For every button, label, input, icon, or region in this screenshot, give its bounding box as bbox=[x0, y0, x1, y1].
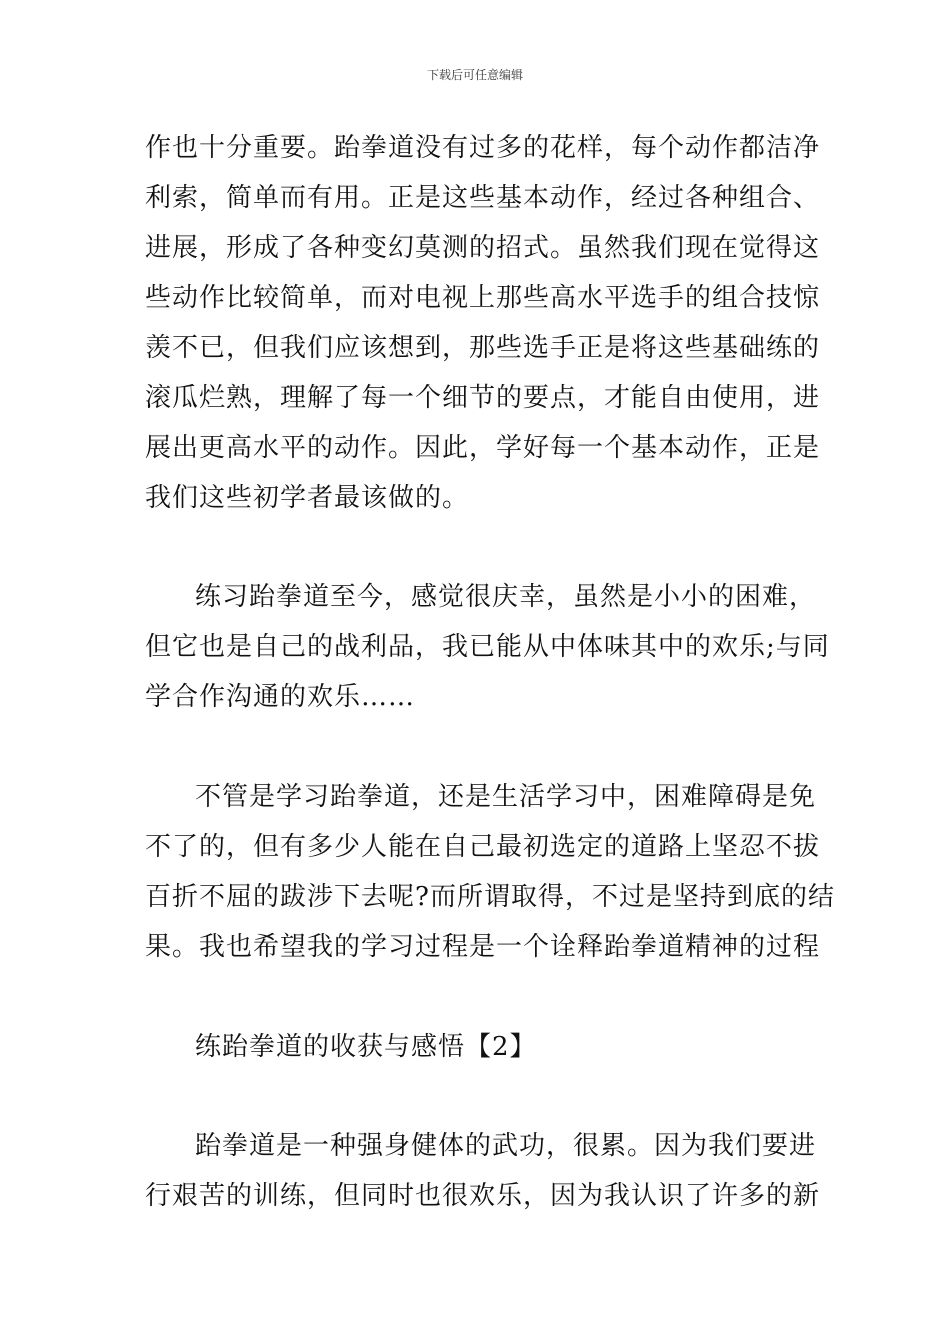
text-line: 不管是学习跆拳道，还是生活学习中，困难障碍是免 bbox=[195, 782, 817, 812]
text-line: 进展，形成了各种变幻莫测的招式。虽然我们现在觉得这 bbox=[145, 233, 821, 263]
text-line: 我们这些初学者最该做的。 bbox=[145, 483, 470, 513]
text-line: 羡不已，但我们应该想到，那些选手正是将这些基础练的 bbox=[145, 333, 821, 363]
text-line: 跆拳道是一种强身健体的武功，很累。因为我们要进 bbox=[195, 1131, 817, 1161]
text-line: 作也十分重要。跆拳道没有过多的花样，每个动作都洁净 bbox=[145, 133, 821, 163]
text-line: 行艰苦的训练，但同时也很欢乐，因为我认识了许多的新 bbox=[145, 1181, 821, 1211]
text-line: 百折不屈的跋涉下去呢?而所谓取得，不过是坚持到底的结 bbox=[145, 882, 835, 912]
section-heading: 练跆拳道的收获与感悟【2】 bbox=[195, 1032, 537, 1062]
text-line: 滚瓜烂熟，理解了每一个细节的要点，才能自由使用，进 bbox=[145, 383, 821, 413]
page-header: 下载后可任意编辑 bbox=[426, 68, 523, 82]
text-line: 练习跆拳道至今，感觉很庆幸，虽然是小小的困难， bbox=[195, 582, 817, 612]
text-line: 学合作沟通的欢乐…… bbox=[145, 682, 416, 712]
text-line: 不了的，但有多少人能在自己最初选定的道路上坚忍不拔 bbox=[145, 832, 821, 862]
text-line: 些动作比较简单，而对电视上那些高水平选手的组合技惊 bbox=[145, 283, 821, 313]
text-line: 但它也是自己的战利品，我已能从中体味其中的欢乐;与同 bbox=[145, 632, 830, 662]
text-line: 利索，简单而有用。正是这些基本动作，经过各种组合、 bbox=[145, 183, 821, 213]
text-line: 果。我也希望我的学习过程是一个诠释跆拳道精神的过程 bbox=[145, 932, 821, 962]
text-line: 展出更高水平的动作。因此，学好每一个基本动作，正是 bbox=[145, 433, 821, 463]
